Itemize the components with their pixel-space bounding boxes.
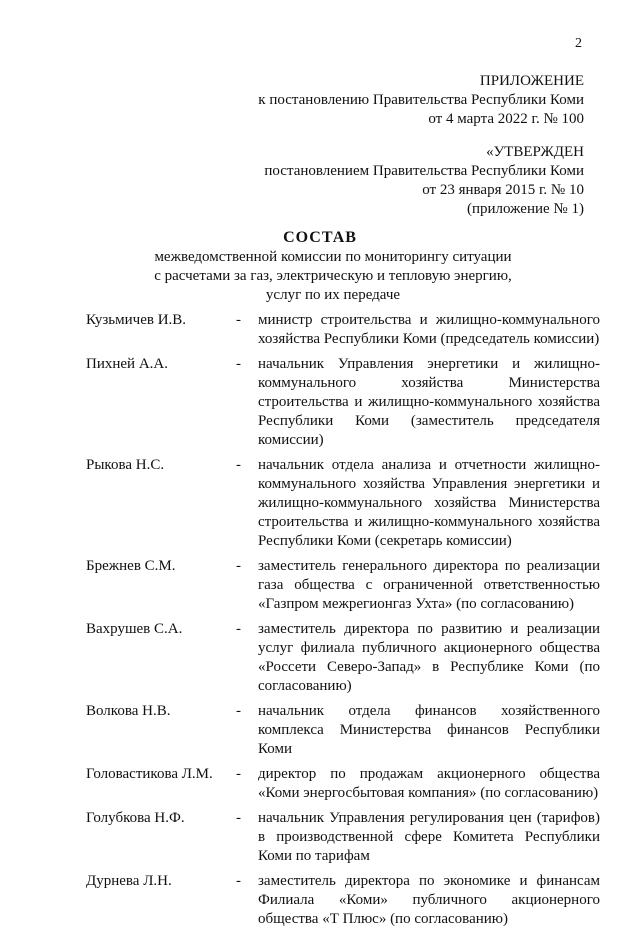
member-row bbox=[86, 620, 600, 696]
member-row bbox=[86, 557, 600, 614]
member-dash: - bbox=[236, 312, 241, 328]
member-dash: - bbox=[236, 621, 241, 637]
member-role: министр строительства и жилищно-коммунального хозяйства Республики Коми (председатель комиссии) bbox=[258, 312, 600, 347]
member-name: Рыкова Н.С. bbox=[86, 457, 165, 473]
member-name: Вахрушев С.А. bbox=[86, 621, 183, 637]
approved-header bbox=[264, 143, 584, 219]
member-name: Пихней А.А. bbox=[86, 356, 168, 372]
member-row bbox=[86, 809, 600, 866]
subtitle-line-2: с расчетами за газ, электрическую и тепловую энергию, bbox=[154, 268, 512, 284]
member-dash: - bbox=[236, 457, 241, 473]
member-name: Волкова Н.В. bbox=[86, 703, 171, 719]
member-row bbox=[86, 702, 600, 759]
member-row bbox=[86, 765, 600, 803]
approved-date: от 23 января 2015 г. № 10 bbox=[422, 182, 584, 198]
member-dash: - bbox=[236, 810, 241, 826]
member-name: Дурнева Л.Н. bbox=[86, 873, 172, 889]
member-row bbox=[86, 872, 600, 929]
page-number: 2 bbox=[575, 36, 582, 51]
member-dash: - bbox=[236, 873, 241, 889]
approved-attachment: (приложение № 1) bbox=[466, 201, 584, 217]
member-row bbox=[86, 355, 600, 450]
member-role: начальник Управления энергетики и жилищно-коммунального хозяйства Министерства строительства и жилищно-коммунального хозяйства Республики Коми (заместитель председателя комиссии) bbox=[258, 356, 600, 448]
member-name: Голубкова Н.Ф. bbox=[86, 810, 185, 826]
member-name: Брежнев С.М. bbox=[86, 558, 176, 574]
members-list bbox=[86, 311, 600, 935]
member-dash: - bbox=[236, 766, 241, 782]
document-title: СОСТАВ bbox=[283, 229, 357, 246]
member-row bbox=[86, 311, 600, 349]
subtitle-line-3: услуг по их передаче bbox=[265, 287, 401, 303]
member-dash: - bbox=[236, 703, 241, 719]
appendix-date: от 4 марта 2022 г. № 100 bbox=[428, 111, 584, 127]
member-role: начальник отдела финансов хозяйственного комплекса Министерства финансов Республики Коми bbox=[258, 703, 600, 757]
approved-resolution: постановлением Правительства Республики Коми bbox=[264, 163, 584, 179]
appendix-resolution: к постановлению Правительства Республики Коми bbox=[258, 92, 584, 108]
member-name: Кузьмичев И.В. bbox=[86, 312, 187, 328]
member-dash: - bbox=[236, 558, 241, 574]
member-role: заместитель генерального директора по реализации газа общества с ограниченной ответственностью «Газпром межрегионгаз Ухта» (по согласованию) bbox=[258, 558, 600, 612]
approved-label: «УТВЕРЖДЕН bbox=[486, 144, 584, 160]
appendix-label: ПРИЛОЖЕНИЕ bbox=[479, 73, 584, 89]
document-subtitle bbox=[118, 248, 548, 305]
member-role: директор по продажам акционерного общества «Коми энергосбытовая компания» (по согласованию) bbox=[258, 766, 600, 801]
member-name: Головастикова Л.М. bbox=[86, 766, 213, 782]
member-role: начальник отдела анализа и отчетности жилищно-коммунального хозяйства Управления энергетики и жилищно-коммунального хозяйства Министерства строительства и жилищно-коммунального хозяйства Республики Коми (секретарь комиссии) bbox=[258, 457, 600, 549]
member-role: заместитель директора по развитию и реализации услуг филиала публичного акционерного общества «Россети Северо-Запад» в Республике Коми (по согласованию) bbox=[258, 621, 600, 694]
appendix-header bbox=[258, 72, 584, 129]
member-role: начальник Управления регулирования цен (тарифов) в производственной сфере Комитета Республики Коми по тарифам bbox=[258, 810, 600, 864]
subtitle-line-1: межведомственной комиссии по мониторингу ситуации bbox=[154, 249, 512, 265]
member-dash: - bbox=[236, 356, 241, 372]
member-role: заместитель директора по экономике и финансам Филиала «Коми» публичного акционерного общества «Т Плюс» (по согласованию) bbox=[258, 873, 600, 927]
member-row bbox=[86, 456, 600, 551]
